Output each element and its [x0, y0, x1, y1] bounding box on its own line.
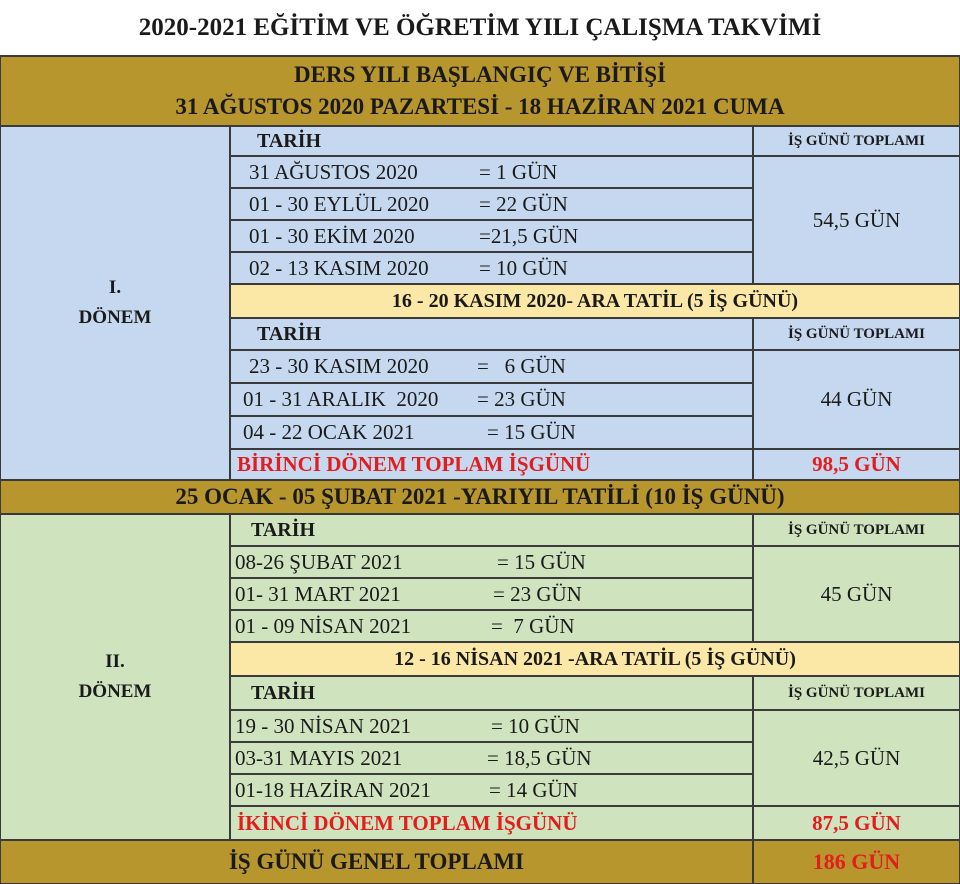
academic-year-banner [0, 56, 960, 126]
banner-line-1: DERS YILI BAŞLANGIÇ VE BİTİŞİ [294, 62, 666, 87]
donem-1-label [0, 126, 230, 480]
row-days: = 23 GÜN [477, 387, 566, 411]
table-row [230, 416, 753, 449]
row-date: 01 - 31 ARALIK 2020 [243, 387, 439, 411]
grand-total-label: İŞ GÜNÜ GENEL TOPLAMI [0, 840, 753, 884]
table-row [230, 710, 753, 742]
grand-total-value: 186 GÜN [753, 840, 960, 884]
is-gunu-toplami-header: İŞ GÜNÜ TOPLAMI [753, 514, 960, 546]
row-days: = 6 GÜN [477, 354, 566, 378]
row-date: 23 - 30 KASIM 2020 [249, 354, 429, 378]
donem-2-total-value: 87,5 GÜN [753, 806, 960, 840]
mid-term-break-2: 12 - 16 NİSAN 2021 -ARA TATİL (5 İŞ GÜNÜ) [230, 642, 960, 676]
donem-2-total-label: İKİNCİ DÖNEM TOPLAM İŞGÜNÜ [230, 806, 753, 840]
subtotal-value: 54,5 GÜN [753, 156, 960, 284]
tarih-header: TARİH [230, 514, 753, 546]
tarih-header: TARİH [230, 126, 753, 156]
table-row [230, 350, 753, 383]
subtotal-value: 45 GÜN [753, 546, 960, 642]
tarih-header: TARİH [230, 318, 753, 350]
table-row [230, 252, 753, 284]
row-days: = 23 GÜN [493, 581, 582, 606]
subtotal-value: 44 GÜN [753, 350, 960, 449]
row-days: = 7 GÜN [491, 613, 575, 638]
donem-2-number: II. [105, 651, 125, 672]
table-row [230, 546, 753, 578]
row-date: 01 - 30 EKİM 2020 [249, 223, 415, 248]
banner-line-2: 31 AĞUSTOS 2020 PAZARTESİ - 18 HAZİRAN 2021 CUMA [175, 94, 785, 119]
row-date: 19 - 30 NİSAN 2021 [235, 713, 412, 738]
is-gunu-toplami-header: İŞ GÜNÜ TOPLAMI [753, 126, 960, 156]
row-date: 01 - 09 NİSAN 2021 [235, 613, 412, 638]
table-row [230, 220, 753, 252]
row-date: 01-18 HAZİRAN 2021 [235, 777, 431, 802]
row-days: = 22 GÜN [479, 191, 568, 216]
semester-break-banner: 25 OCAK - 05 ŞUBAT 2021 -YARIYIL TATİLİ (10 İŞ GÜNÜ) [0, 480, 960, 514]
row-date: 08-26 ŞUBAT 2021 [235, 549, 403, 574]
table-row [230, 188, 753, 220]
row-date: 01 - 30 EYLÜL 2020 [249, 191, 430, 216]
donem-2-label [0, 514, 230, 840]
donem-1-word: DÖNEM [78, 307, 152, 328]
donem-1-total-label: BİRİNCİ DÖNEM TOPLAM İŞGÜNÜ [230, 449, 753, 480]
donem-1-number: I. [108, 277, 122, 298]
row-days: = 15 GÜN [487, 420, 576, 444]
is-gunu-toplami-header: İŞ GÜNÜ TOPLAMI [753, 676, 960, 710]
row-days: =21,5 GÜN [479, 223, 579, 248]
row-date: 01- 31 MART 2021 [235, 581, 401, 606]
page-title: 2020-2021 EĞİTİM VE ÖĞRETİM YILI ÇALIŞMA TAKVİMİ [0, 0, 960, 56]
row-days: = 1 GÜN [479, 159, 558, 184]
row-date: 31 AĞUSTOS 2020 [249, 159, 418, 184]
row-days: = 18,5 GÜN [487, 745, 592, 770]
donem-2-word: DÖNEM [78, 681, 152, 702]
row-date: 04 - 22 OCAK 2021 [243, 420, 415, 444]
subtotal-value: 42,5 GÜN [753, 710, 960, 806]
row-days: = 15 GÜN [497, 549, 586, 574]
row-days: = 10 GÜN [479, 255, 568, 280]
row-date: 03-31 MAYIS 2021 [235, 745, 403, 770]
tarih-header: TARİH [230, 676, 753, 710]
table-row [230, 383, 753, 416]
table-row [230, 156, 753, 188]
table-row [230, 774, 753, 806]
table-row [230, 742, 753, 774]
row-date: 02 - 13 KASIM 2020 [249, 255, 429, 280]
donem-1-total-value: 98,5 GÜN [753, 449, 960, 480]
table-row [230, 578, 753, 610]
mid-term-break-1: 16 - 20 KASIM 2020- ARA TATİL (5 İŞ GÜNÜ) [230, 284, 960, 318]
row-days: = 14 GÜN [489, 777, 578, 802]
table-row [230, 610, 753, 642]
is-gunu-toplami-header: İŞ GÜNÜ TOPLAMI [753, 318, 960, 350]
row-days: = 10 GÜN [491, 713, 580, 738]
